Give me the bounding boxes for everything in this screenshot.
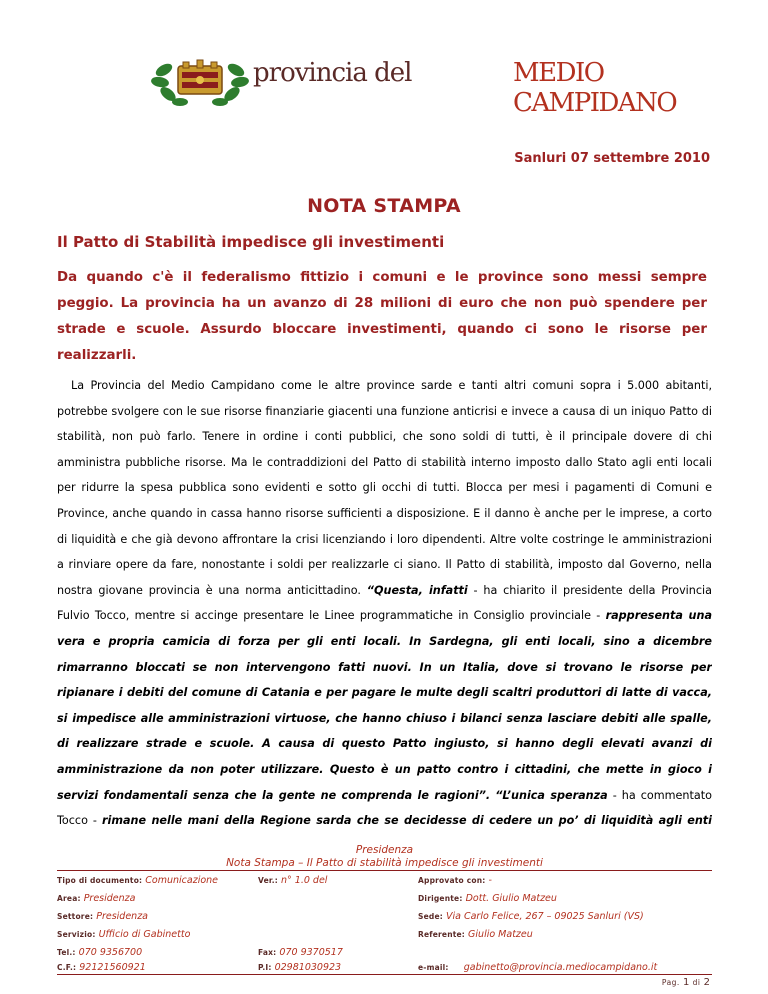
logo-text-provincia: provincia del [253,58,412,88]
footer-tel: Tel.: 070 9356700 [57,947,143,958]
footer-sede: Sede: Via Carlo Felice, 267 – 09025 Sanluri (VS) [418,911,644,922]
body-paragraph [57,373,712,833]
footer-fax: Fax: 070 9370517 [258,947,343,958]
footer-referente: Referente: Giulio Matzeu [418,929,533,940]
second-quote-opening: “L’unica speranza [495,788,608,802]
footer-dirigente: Dirigente: Dott. Giulio Matzeu [418,893,557,904]
second-attribution-text: - ha commentato Tocco - [57,788,712,828]
date-line: Sanluri 07 settembre 2010 [514,151,710,166]
email-link[interactable]: gabinetto@provincia.mediocampidano.it [463,962,658,973]
document-type-title: NOTA STAMPA [307,195,461,217]
footer-divider [57,870,712,871]
quote-text: rappresenta una vera e propria camicia di forza per gli enti locali. In Sardegna, gli enti locali, sino a dicembre rimarranno bloccati se non intervengono fatti nuovi. In un Italia, dove si trovano le risorse per ripianare i debiti del comune di Catania e per pagare le multe degli scaltri produttori di latte di vacca, si impedisce alle amministrazioni virtuose, che hanno chiuso i bilanci senza lasciare debiti alle spalle, di realizzare strade e scuole. A causa di questo Patto ingiusto, si hanno degli elevati avanzi di amministrazione da non poter utilizzare. Questo è un patto contro i cittadini, che mette in gioco i servizi fondamentali senza che la gente ne comprenda le ragioni”. [57,609,712,802]
footer-approvato: Approvato con: - [418,875,492,886]
lead-paragraph: Da quando c'è il federalismo fittizio i comuni e le province sono messi sempre peggio. La provincia ha un avanzo di 28 milioni di euro che non può spendere per strade e scuole. Assurdo bloccare investimenti, quando ci sono le risorse per realizzarli. [57,270,707,363]
footer-settore: Settore: Presidenza [57,911,149,922]
body-plain-text: La Provincia del Medio Campidano come le altre province sarde e tanti altri comuni sopra i 5.000 abitanti, potrebbe svolgere con le sue risorse finanziarie giacenti una funzione anticrisi e invece a causa di un iniquo Patto di stabilità, non può farlo. Tenere in ordine i conti pubblici, che sono soldi di tutti, è il principale dovere di chi amministra pubbliche risorse. Ma le contraddizioni del Patto di stabilità interno imposto dallo Stato agli enti locali per ridurre la spesa pubblica sono evidenti e sotto gli occhi di tutti. Blocca per mesi i pagamenti di Comuni e Province, anche quando in cassa hanno risorse sufficienti a disposizione. E il danno è anche per le imprese, a corto di liquidità e che già devono affrontare la crisi licenziando i loro dipendenti. Altre volte costringe le amministrazioni a rinviare opere da fare, nonostante i soldi per realizzarle ci siano. Il Patto di stabilità, imposto dal Governo, nella nostra giovane provincia è una norma anticittadino. [57,379,712,597]
logo-text-medio-campidano: MEDIO CAMPIDANO [513,58,677,118]
page-number: Pag. 1 di 2 [661,977,710,988]
footer-tipo: Tipo di documento: Comunicazione [57,875,219,886]
footer-email: e-mail: gabinetto@provincia.mediocampidano.it [418,962,658,973]
body-text [57,373,712,833]
footer-area: Area: Presidenza [57,893,136,904]
footer-piva: P.I: 02981030923 [258,962,342,973]
quote-opening: “Questa, infatti [366,583,468,597]
footer-department: Presidenza [355,844,414,856]
footer [57,844,712,871]
footer-servizio: Servizio: Ufficio di Gabinetto [57,929,191,940]
footer-cf: C.F.: 92121560921 [57,962,146,973]
headline: Il Patto di Stabilità impedisce gli investimenti [57,233,445,251]
coat-of-arms-emblem [150,52,250,108]
provincia-logo [150,52,677,118]
attribution-text: - ha chiarito il presidente della Provincia Fulvio Tocco, mentre si accinge presentare le Linee programmatiche in Consiglio provinciale - [57,583,712,623]
footer-ver: Ver.: n° 1.0 del [258,875,328,886]
footer-document-title: Nota Stampa – Il Patto di stabilità impedisce gli investimenti [226,857,543,869]
page-divider [57,974,712,975]
second-quote-text: rimane nelle mani della Regione sarda che se decidesse di cedere un po’ di liquidità agli enti [101,814,712,828]
